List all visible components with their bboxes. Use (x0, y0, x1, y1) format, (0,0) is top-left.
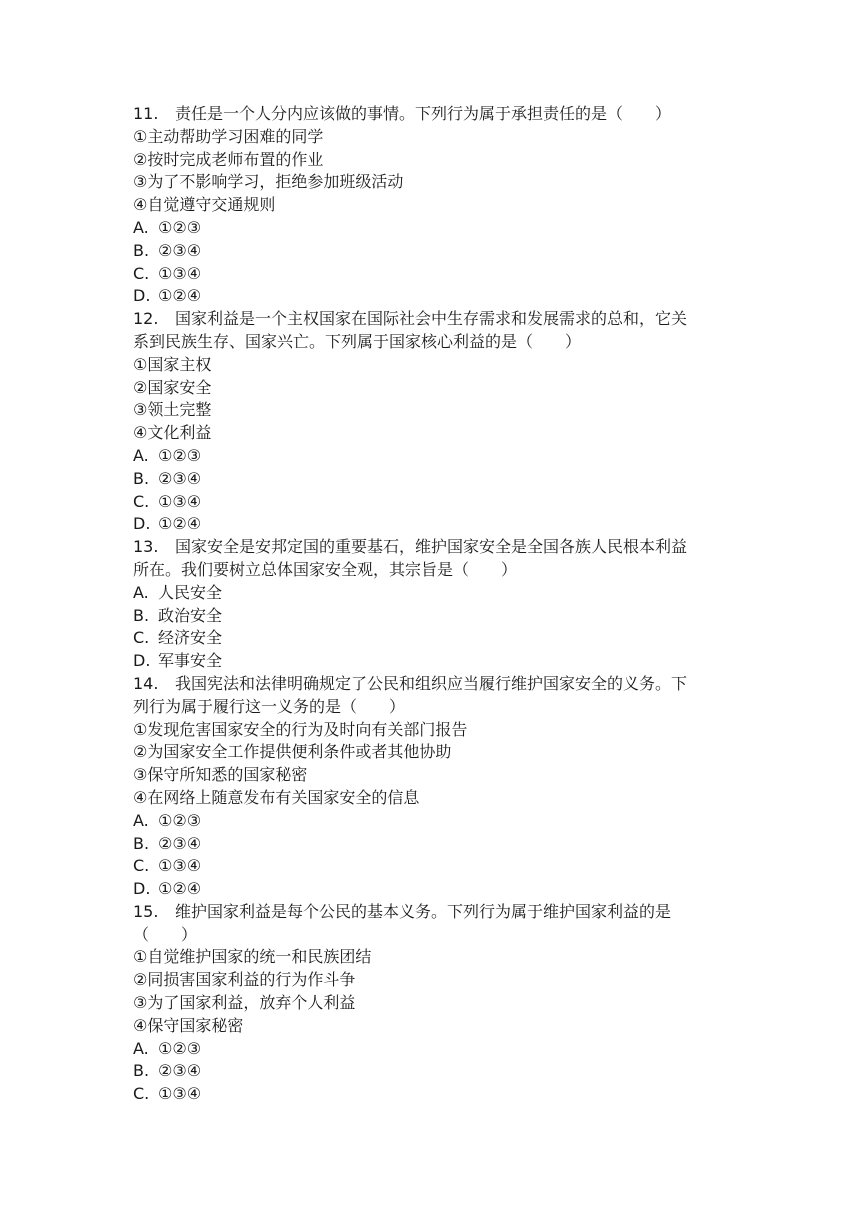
option-letter: B. (133, 833, 150, 853)
answer-option[interactable] (133, 878, 745, 901)
question-stem-text: 列行为属于履行这一义务的是（ ） (133, 696, 406, 716)
option-letter: C. (133, 1084, 150, 1104)
answer-option[interactable] (133, 445, 745, 468)
option-letter: D. (133, 651, 151, 671)
option-text: 经济安全 (158, 628, 223, 648)
option-letter: A. (133, 1038, 149, 1058)
question-stem-text: 我国宪法和法律明确规定了公民和组织应当履行维护国家安全的义务。下 (175, 673, 688, 693)
answer-option[interactable] (133, 627, 745, 650)
option-letter: D. (133, 514, 151, 534)
question-number: 11. (133, 104, 159, 123)
statement-item: ③为了国家利益，放弃个人利益 (133, 993, 356, 1013)
answer-option[interactable] (133, 513, 745, 536)
option-letter: A. (133, 217, 149, 237)
question-stem-text: 所在。我们要树立总体国家安全观，其宗旨是（ ） (133, 559, 518, 579)
option-letter: A. (133, 445, 149, 465)
option-letter: B. (133, 605, 150, 625)
question-stem-line (133, 924, 745, 947)
question-block (133, 536, 745, 673)
question-page (133, 103, 745, 1106)
question-stem-line (133, 673, 745, 696)
question-block (133, 308, 745, 536)
statement-item: ②同损害国家利益的行为作斗争 (133, 970, 356, 990)
statement-item: ④自觉遵守交通规则 (133, 195, 276, 215)
statement-item: ③保守所知悉的国家秘密 (133, 765, 308, 785)
answer-option[interactable] (133, 582, 745, 605)
option-text: ②③④ (158, 240, 202, 260)
option-text: 军事安全 (158, 651, 223, 671)
option-text: 政治安全 (158, 605, 223, 625)
statement-item: ①发现危害国家安全的行为及时向有关部门报告 (133, 719, 468, 739)
statement-item: ③为了不影响学习，拒绝参加班级活动 (133, 172, 404, 192)
question-stem-line (133, 696, 745, 719)
statement-item: ④保守国家秘密 (133, 1015, 244, 1035)
answer-option[interactable] (133, 263, 745, 286)
answer-option[interactable] (133, 1060, 745, 1083)
option-letter: D. (133, 286, 151, 306)
option-letter: B. (133, 1061, 150, 1081)
option-text: ②③④ (158, 833, 202, 853)
statement-item: ①自觉维护国家的统一和民族团结 (133, 947, 372, 967)
question-number: 14. (133, 673, 159, 693)
answer-option[interactable] (133, 855, 745, 878)
statement-item: ③领土完整 (133, 400, 212, 420)
answer-option[interactable] (133, 1083, 745, 1106)
answer-option[interactable] (133, 491, 745, 514)
option-letter: B. (133, 240, 150, 260)
question-stem-line (133, 559, 745, 582)
statement-item: ④文化利益 (133, 423, 212, 443)
question-stem-text: 国家安全是安邦定国的重要基石，维护国家安全是全国各族人民根本利益 (175, 537, 688, 557)
answer-option[interactable] (133, 468, 745, 491)
question-stem-line (133, 103, 745, 126)
statement-item: ②国家安全 (133, 377, 212, 397)
question-number: 13. (133, 537, 159, 557)
option-text: ①②③ (158, 445, 202, 465)
option-text: 人民安全 (158, 582, 223, 602)
question-stem-line (133, 536, 745, 559)
question-number: 12. (133, 309, 159, 329)
statement-item: ②为国家安全工作提供便利条件或者其他协助 (133, 742, 452, 762)
option-text: ①③④ (158, 491, 202, 511)
question-stem-text: 责任是一个人分内应该做的事情。下列行为属于承担责任的是（ ） (175, 104, 672, 123)
question-block (133, 673, 745, 901)
option-text: ①②③ (158, 217, 202, 237)
option-text: ①②③ (158, 1038, 202, 1058)
option-text: ①③④ (158, 263, 202, 283)
option-text: ②③④ (158, 468, 202, 488)
question-stem-text: 国家利益是一个主权国家在国际社会中生存需求和发展需求的总和，它关 (175, 309, 688, 329)
option-letter: B. (133, 468, 150, 488)
option-text: ①③④ (158, 1084, 202, 1104)
option-letter: A. (133, 582, 149, 602)
statement-item: ①国家主权 (133, 354, 212, 374)
option-text: ①②④ (158, 286, 202, 306)
answer-option[interactable] (133, 285, 745, 308)
answer-option[interactable] (133, 650, 745, 673)
statement-item: ①主动帮助学习困难的同学 (133, 126, 324, 146)
option-text: ①②④ (158, 879, 202, 899)
question-stem-text: 维护国家利益是每个公民的基本义务。下列行为属于维护国家利益的是 (175, 901, 672, 921)
option-letter: C. (133, 263, 150, 283)
question-stem-text: 系到民族生存、国家兴亡。下列属于国家核心利益的是（ ） (133, 331, 582, 351)
statement-item: ②按时完成老师布置的作业 (133, 149, 324, 169)
option-text: ②③④ (158, 1061, 202, 1081)
option-letter: C. (133, 628, 150, 648)
option-text: ①②④ (158, 514, 202, 534)
question-block (133, 103, 745, 308)
option-letter: A. (133, 810, 149, 830)
question-stem-line (133, 308, 745, 331)
question-number: 15. (133, 901, 159, 921)
question-stem-line (133, 331, 745, 354)
option-text: ①②③ (158, 810, 202, 830)
option-letter: C. (133, 491, 150, 511)
question-block (133, 901, 745, 1106)
answer-option[interactable] (133, 240, 745, 263)
answer-option[interactable] (133, 810, 745, 833)
answer-option[interactable] (133, 1038, 745, 1061)
question-stem-text: （ ） (133, 924, 198, 944)
answer-option[interactable] (133, 833, 745, 856)
answer-option[interactable] (133, 605, 745, 628)
option-text: ①③④ (158, 856, 202, 876)
answer-option[interactable] (133, 217, 745, 240)
option-letter: C. (133, 856, 150, 876)
statement-item: ④在网络上随意发布有关国家安全的信息 (133, 787, 420, 807)
question-stem-line (133, 901, 745, 924)
option-letter: D. (133, 879, 151, 899)
